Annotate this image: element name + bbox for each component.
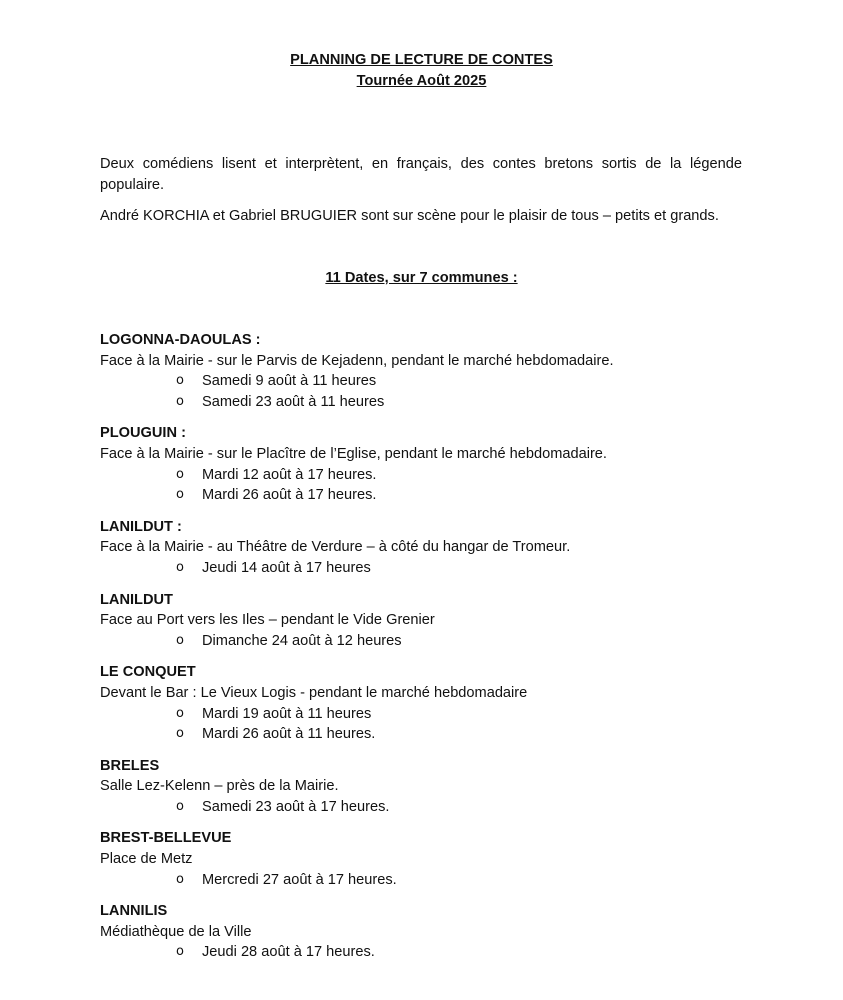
circle-bullet-icon: o: [176, 373, 184, 389]
session-text: Mardi 26 août à 17 heures.: [202, 487, 377, 504]
venue-list: [100, 330, 743, 974]
venue-location: Face à la Mairie - au Théâtre de Verdure – à côté du hangar de Tromeur.: [100, 539, 571, 556]
session-list: [100, 371, 743, 412]
circle-bullet-icon: o: [176, 705, 184, 721]
session-text: Mardi 19 août à 11 heures: [202, 705, 372, 722]
venue-block: [100, 901, 743, 963]
list-item: [100, 371, 743, 392]
session-text: Jeudi 14 août à 17 heures: [202, 559, 371, 576]
circle-bullet-icon: o: [176, 487, 184, 503]
circle-bullet-icon: o: [176, 393, 184, 409]
session-text: Mercredi 27 août à 17 heures.: [202, 871, 397, 888]
list-item: [100, 724, 743, 745]
circle-bullet-icon: o: [176, 559, 184, 575]
circle-bullet-icon: o: [176, 944, 184, 960]
circle-bullet-icon: o: [176, 798, 184, 814]
session-list: [100, 704, 743, 745]
session-text: Jeudi 28 août à 17 heures.: [202, 944, 375, 961]
venue-location: Face au Port vers les Iles – pendant le Vide Grenier: [100, 612, 435, 629]
venue-name: LANILDUT: [100, 591, 173, 608]
intro-paragraph: André KORCHIA et Gabriel BRUGUIER sont sur scène pour le plaisir de tous – petits et grands.: [100, 208, 719, 225]
list-item: [100, 631, 743, 652]
session-text: Samedi 9 août à 11 heures: [202, 373, 377, 390]
list-item: [100, 465, 743, 486]
session-list: [100, 631, 743, 652]
dates-heading: 11 Dates, sur 7 communes :: [325, 270, 518, 286]
document-subtitle: Tournée Août 2025: [356, 72, 487, 89]
session-text: Dimanche 24 août à 12 heures: [202, 632, 402, 649]
session-list: [100, 942, 743, 963]
session-list: [100, 870, 743, 891]
venue-name: LE CONQUET: [100, 664, 196, 681]
venue-block: [100, 828, 743, 890]
venue-location: Médiathèque de la Ville: [100, 923, 252, 940]
list-item: [100, 392, 743, 413]
circle-bullet-icon: o: [176, 726, 184, 742]
venue-name: LANILDUT :: [100, 518, 182, 535]
venue-name: LOGONNA-DAOULAS :: [100, 332, 261, 348]
list-item: [100, 870, 743, 891]
venue-block: [100, 330, 743, 412]
list-item: [100, 797, 743, 818]
list-item: [100, 558, 743, 579]
venue-location: Place de Metz: [100, 851, 193, 868]
venue-block: [100, 517, 743, 579]
session-list: [100, 797, 743, 818]
intro-paragraph: Deux comédiens lisent et interprètent, en français, des contes bretons sortis de la légende populaire.: [100, 156, 742, 193]
venue-location: Devant le Bar : Le Vieux Logis - pendant le marché hebdomadaire: [100, 684, 528, 701]
circle-bullet-icon: o: [176, 466, 184, 482]
session-text: Mardi 26 août à 11 heures.: [202, 726, 376, 743]
venue-block: [100, 756, 743, 818]
venue-location: Face à la Mairie - sur le Parvis de Kejadenn, pendant le marché hebdomadaire.: [100, 352, 614, 369]
venue-location: Salle Lez-Kelenn – près de la Mairie.: [100, 778, 339, 795]
document-title: PLANNING DE LECTURE DE CONTES: [290, 52, 553, 68]
venue-name: BRELES: [100, 757, 160, 774]
circle-bullet-icon: o: [176, 871, 184, 887]
list-item: [100, 942, 743, 963]
venue-block: [100, 423, 743, 505]
venue-name: PLOUGUIN :: [100, 425, 186, 442]
venue-block: [100, 590, 743, 652]
session-list: [100, 558, 743, 579]
circle-bullet-icon: o: [176, 632, 184, 648]
list-item: [100, 704, 743, 725]
intro-section: [100, 154, 742, 227]
list-item: [100, 485, 743, 506]
session-text: Mardi 12 août à 17 heures.: [202, 466, 377, 483]
title-block: [0, 50, 843, 91]
venue-name: LANNILIS: [100, 903, 168, 920]
venue-block: [100, 662, 743, 744]
session-list: [100, 465, 743, 506]
session-text: Samedi 23 août à 11 heures: [202, 393, 385, 410]
session-text: Samedi 23 août à 17 heures.: [202, 798, 390, 815]
venue-name: BREST-BELLEVUE: [100, 830, 232, 847]
venue-location: Face à la Mairie - sur le Placître de l’Eglise, pendant le marché hebdomadaire.: [100, 445, 607, 462]
